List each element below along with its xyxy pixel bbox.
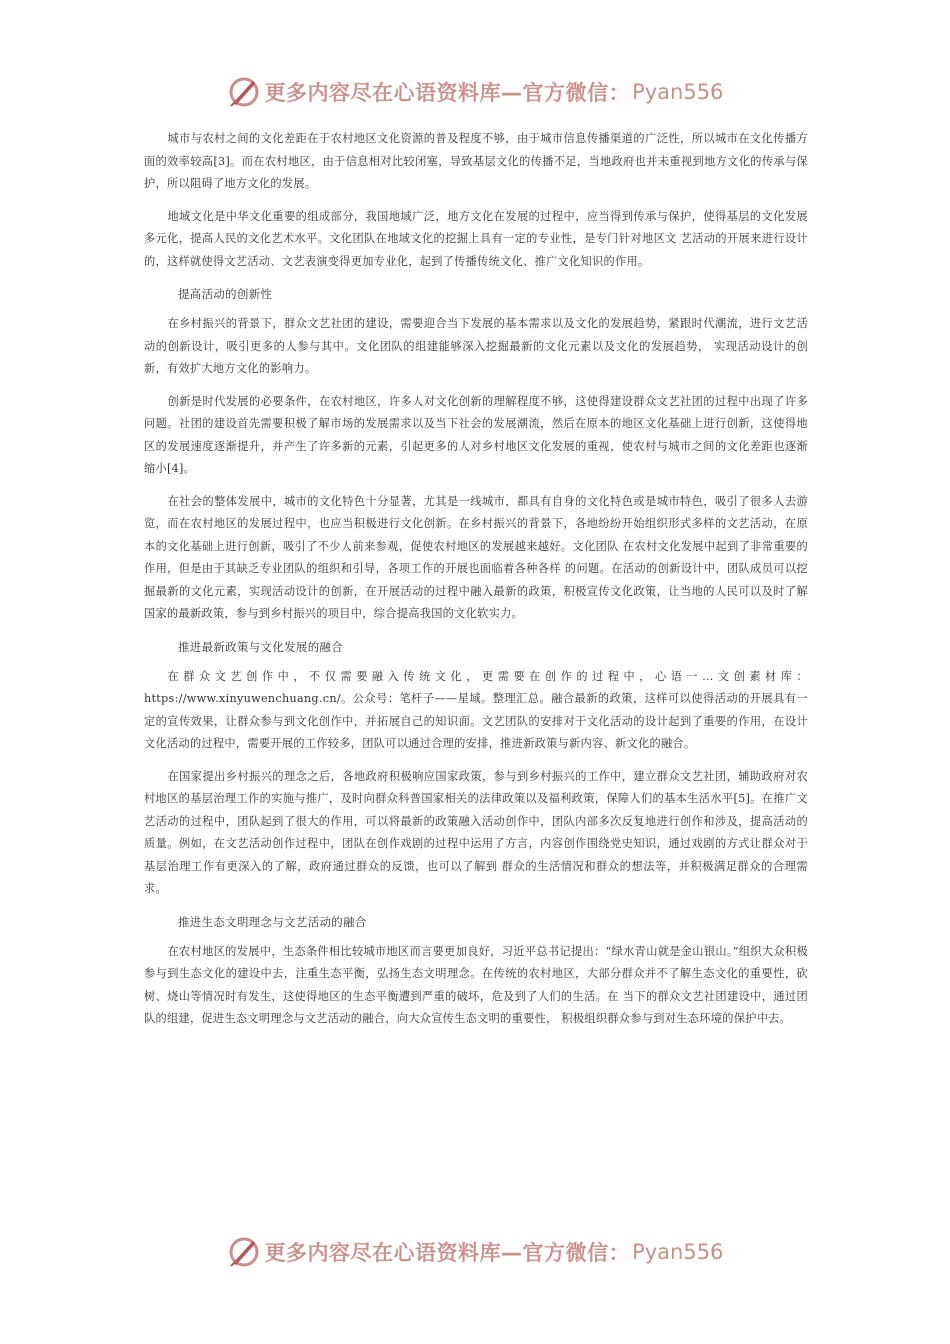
quill-seal-icon (227, 1235, 261, 1269)
quill-seal-icon (227, 75, 261, 109)
banner-handle: Pyan556 (632, 1240, 724, 1264)
paragraph: 在农村地区的发展中，生态条件相比较城市地区而言要更加良好，习近平总书记提出：“绿水青山就是金山银山。”组织大众积极参与到生态文化的建设中去，注重生态平衡，弘扬生态文明理念。在传统的农村地区，大部分群众并不了解生态文化的重要性，砍树、烧山等情况时有发生，这使得地区的生态平衡遭到严重的破坏，危及到了人们的生活。在 当下的群众文艺社团建设中，通过团队的组建，促进生态文明理念与文艺活动的融合，向大众宣传生态文明的重要性， 积极组织群众参与到对生态环境的保护中去。 (144, 944, 808, 1025)
banner-text: 更多内容尽在心语资料库—官方微信： (264, 81, 631, 105)
paragraph: 地域文化是中华文化重要的组成部分，我国地域广泛，地方文化在发展的过程中，应当得到传承与保护，使得基层的文化发展多元化，提高人民的文化艺术水平。文化团队在地域文化的挖掘上具有一定的专业性，是专门针对地区文 艺活动的开展来进行设计的，这样就使得文艺活动、文艺表演变得更加专业化，起到了传播传统文化、推广文化知识的作用。 (144, 209, 808, 268)
section-heading: 推进最新政策与文化发展的融合 (178, 639, 344, 654)
banner-text: 更多内容尽在心语资料库—官方微信： (264, 1241, 631, 1265)
paragraph: 在乡村振兴的背景下，群众文艺社团的建设，需要迎合当下发展的基本需求以及文化的发展趋势，紧跟时代潮流，进行文艺活动的创新设计，吸引更多的人参与其中。文化团队的组建能够深入挖掘最新的文化元素以及文化的发展趋势， 实现活动设计的创新，有效扩大地方文化的影响力。 (144, 317, 808, 375)
document-body (144, 128, 808, 1041)
header-watermark-banner (0, 72, 950, 112)
paragraph: 在国家提出乡村振兴的理念之后，各地政府积极响应国家政策，参与到乡村振兴的工作中，建立群众文艺社团，辅助政府对农村地区的基层治理工作的实施与推广，及时向群众科普国家相关的法律政策以及福利政策，保障人们的基本生活水平[5]。在推广文艺活动的过程中，团队起到了很大的作用，可以将最新的政策融入活动创作中，团队内部多次反复地进行创作和涉及，提高活动的质量。例如，在文艺活动创作过程中，团队在创作戏剧的过程中运用了方言，内容创作围绕党史知识，通过戏剧的方式让群众对于基层治理工作有更深入的了解，政府通过群众的反馈，也可以了解到 群众的生活情况和群众的想法等，并积极满足群众的合理需求。 (144, 769, 808, 895)
paragraph: 创新是时代发展的必要条件，在农村地区，许多人对文化创新的理解程度不够，这使得建设群众文艺社团的过程中出现了许多问题。社团的建设首先需要积极了解市场的发展需求以及当下社会的发展潮流，然后在原本的地区文化基础上进行创新，这使得地区的发展速度逐渐提升，并产生了许多新的元素，引起更多的人对乡村地区文化发展的重视，使农村与城市之间的文化差距也逐渐缩小[4]。 (144, 394, 808, 475)
footer-watermark-banner (0, 1232, 950, 1272)
paragraph: 在社会的整体发展中，城市的文化特色十分显著，尤其是一线城市，都具有自身的文化特色或是城市特色，吸引了很多人去游览，而在农村地区的发展过程中，也应当积极进行文化创新。在乡村振兴的背景下，各地纷纷开始组织形式多样的文艺活动，在原本的文化基础上进行创新，吸引了不少人前来参观，促使农村地区的发展越来越好。文化团队 在农村文化发展中起到了非常重要的作用，但是由于其缺乏专业团队的组织和引导，各项工作的开展也面临着各种各样 的问题。在活动的创新设计中，团队成员可以挖掘最新的文化元素，实现活动设计的创新，在开展活动的过程中融入最新的政策，积极宣传文化政策，让当地的人民可以及时了解国家的最新政策，参与到乡村振兴的项目中，综合提高我国的文化软实力。 (144, 494, 808, 620)
paragraph: 在群众文艺创作中，不仅需要融入传统文化，更需要在创作的过程中，心语一…文创素材库：https://www.xinyuwenchuang.cn/。公众号：笔杆子——星域。整理汇总。融合最新的政策，这样可以使得活动的开展具有一定的宣传效果，让群众参与到文化创作中，并拓展自己的知识面。文艺团队的安排对于文化活动的设计起到了重要的作用，在设计文化活动的过程中，需要开展的工作较多，团队可以通过合理的安排，推进新政策与新内容、新文化的融合。 (144, 669, 808, 750)
banner-handle: Pyan556 (632, 80, 724, 104)
section-heading: 推进生态文明理念与文艺活动的融合 (178, 914, 367, 929)
section-heading: 提高活动的创新性 (178, 287, 273, 301)
paragraph: 城市与农村之间的文化差距在于农村地区文化资源的普及程度不够，由于城市信息传播渠道的广泛性，所以城市在文化传播方面的效率较高[3]。而在农村地区，由于信息相对比较闭塞，导致基层文化的传播不足，当地政府也并未重视到地方文化的传承与保护，所以阻碍了地方文化的发展。 (144, 132, 808, 190)
